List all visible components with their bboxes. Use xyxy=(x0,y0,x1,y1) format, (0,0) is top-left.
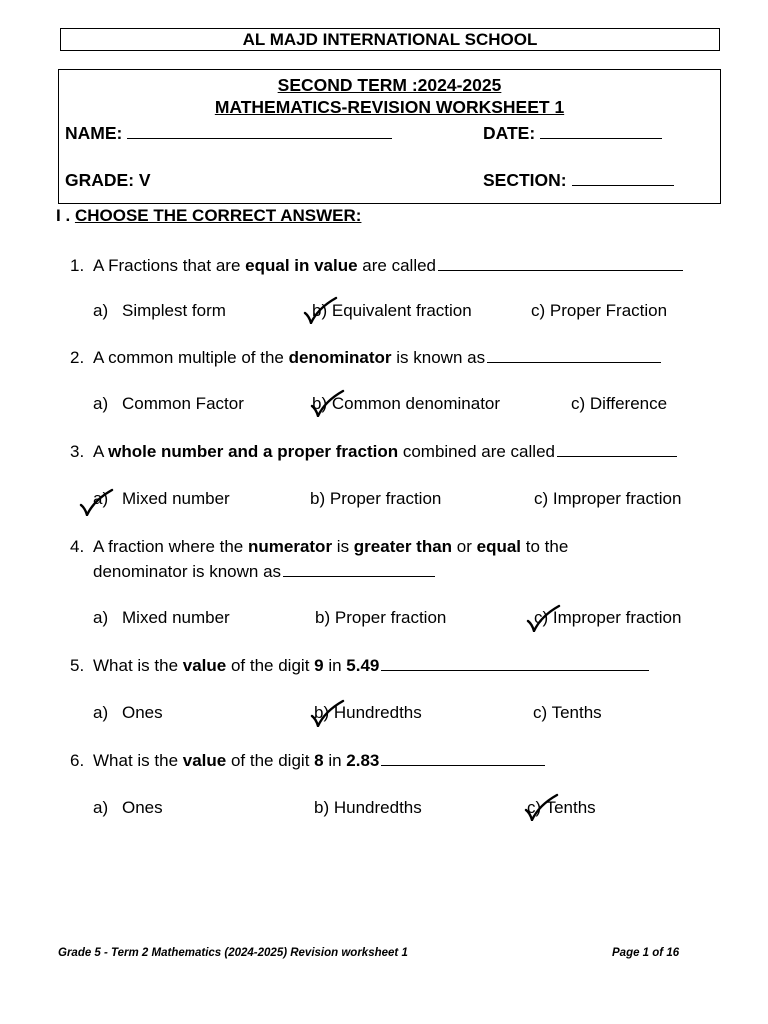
section-separator: . xyxy=(65,206,71,225)
checkmark-icon xyxy=(523,793,559,821)
checkmark-icon xyxy=(525,604,561,632)
question-2: 2. A common multiple of the denominator is known as xyxy=(70,348,661,368)
option-4a[interactable]: a) Mixed number xyxy=(93,608,230,627)
footer-left: Grade 5 - Term 2 Mathematics (2024-2025) Revision worksheet 1 xyxy=(58,947,408,959)
grade-label: GRADE: V xyxy=(65,170,151,190)
option-6b[interactable]: b) Hundredths xyxy=(314,798,422,817)
footer-page-number: Page 1 of 16 xyxy=(612,947,680,959)
school-name: AL MAJD INTERNATIONAL SCHOOL xyxy=(60,28,720,51)
answer-blank xyxy=(283,562,435,577)
date-field xyxy=(483,123,662,144)
option-3b[interactable]: b) Proper fraction xyxy=(310,489,442,508)
option-1a[interactable]: a) Simplest form xyxy=(93,301,226,320)
option-3a[interactable]: a) Mixed number xyxy=(93,489,230,508)
question-6: 6. What is the value of the digit 8 in 2.83 xyxy=(70,751,545,771)
option-3c[interactable]: c) Improper fraction xyxy=(534,489,682,508)
option-5c[interactable]: c) Tenths xyxy=(533,703,602,722)
answer-blank xyxy=(381,656,649,671)
question-5: 5. What is the value of the digit 9 in 5.49 xyxy=(70,656,649,676)
option-5b[interactable]: b) Hundredths xyxy=(314,703,422,722)
section-label: SECTION: xyxy=(483,170,567,190)
date-blank xyxy=(540,124,662,139)
option-4b[interactable]: b) Proper fraction xyxy=(315,608,447,627)
term-title: SECOND TERM :2024-2025 xyxy=(277,75,502,95)
section-title: CHOOSE THE CORRECT ANSWER: xyxy=(74,206,362,225)
question-1: 1. A Fractions that are equal in value are called xyxy=(70,256,683,276)
checkmark-icon xyxy=(309,389,345,417)
question-4-line-2: denominator is known as xyxy=(93,562,435,582)
option-6c[interactable]: c) Tenths xyxy=(527,798,596,817)
section-blank xyxy=(572,171,674,186)
option-5a[interactable]: a) Ones xyxy=(93,703,163,722)
answer-blank xyxy=(557,442,677,457)
option-1c[interactable]: c) Proper Fraction xyxy=(531,301,668,320)
section-heading xyxy=(56,206,361,226)
name-blank xyxy=(127,124,392,139)
option-2c[interactable]: c) Difference xyxy=(571,394,668,413)
option-6a[interactable]: a) Ones xyxy=(93,798,163,817)
checkmark-icon xyxy=(78,488,114,516)
section-field xyxy=(483,170,674,191)
option-4c[interactable]: c) Improper fraction xyxy=(534,608,682,627)
section-numeral: I xyxy=(56,206,61,225)
question-3: 3. A whole number and a proper fraction combined are called xyxy=(70,442,677,462)
answer-blank xyxy=(381,751,545,766)
worksheet-title: MATHEMATICS-REVISION WORKSHEET 1 xyxy=(214,97,565,117)
checkmark-icon xyxy=(309,699,345,727)
option-2a[interactable]: a) Common Factor xyxy=(93,394,244,413)
worksheet-header xyxy=(58,69,721,204)
answer-blank xyxy=(487,348,661,363)
question-4: 4. A fraction where the numerator is greater than or equal to the xyxy=(70,537,569,556)
date-label: DATE: xyxy=(483,123,536,143)
option-2b[interactable]: b) Common denominator xyxy=(312,394,501,413)
option-1b[interactable]: b) Equivalent fraction xyxy=(312,301,472,320)
answer-blank xyxy=(438,256,683,271)
checkmark-icon xyxy=(302,296,338,324)
name-field xyxy=(65,123,392,144)
name-label: NAME: xyxy=(65,123,123,143)
